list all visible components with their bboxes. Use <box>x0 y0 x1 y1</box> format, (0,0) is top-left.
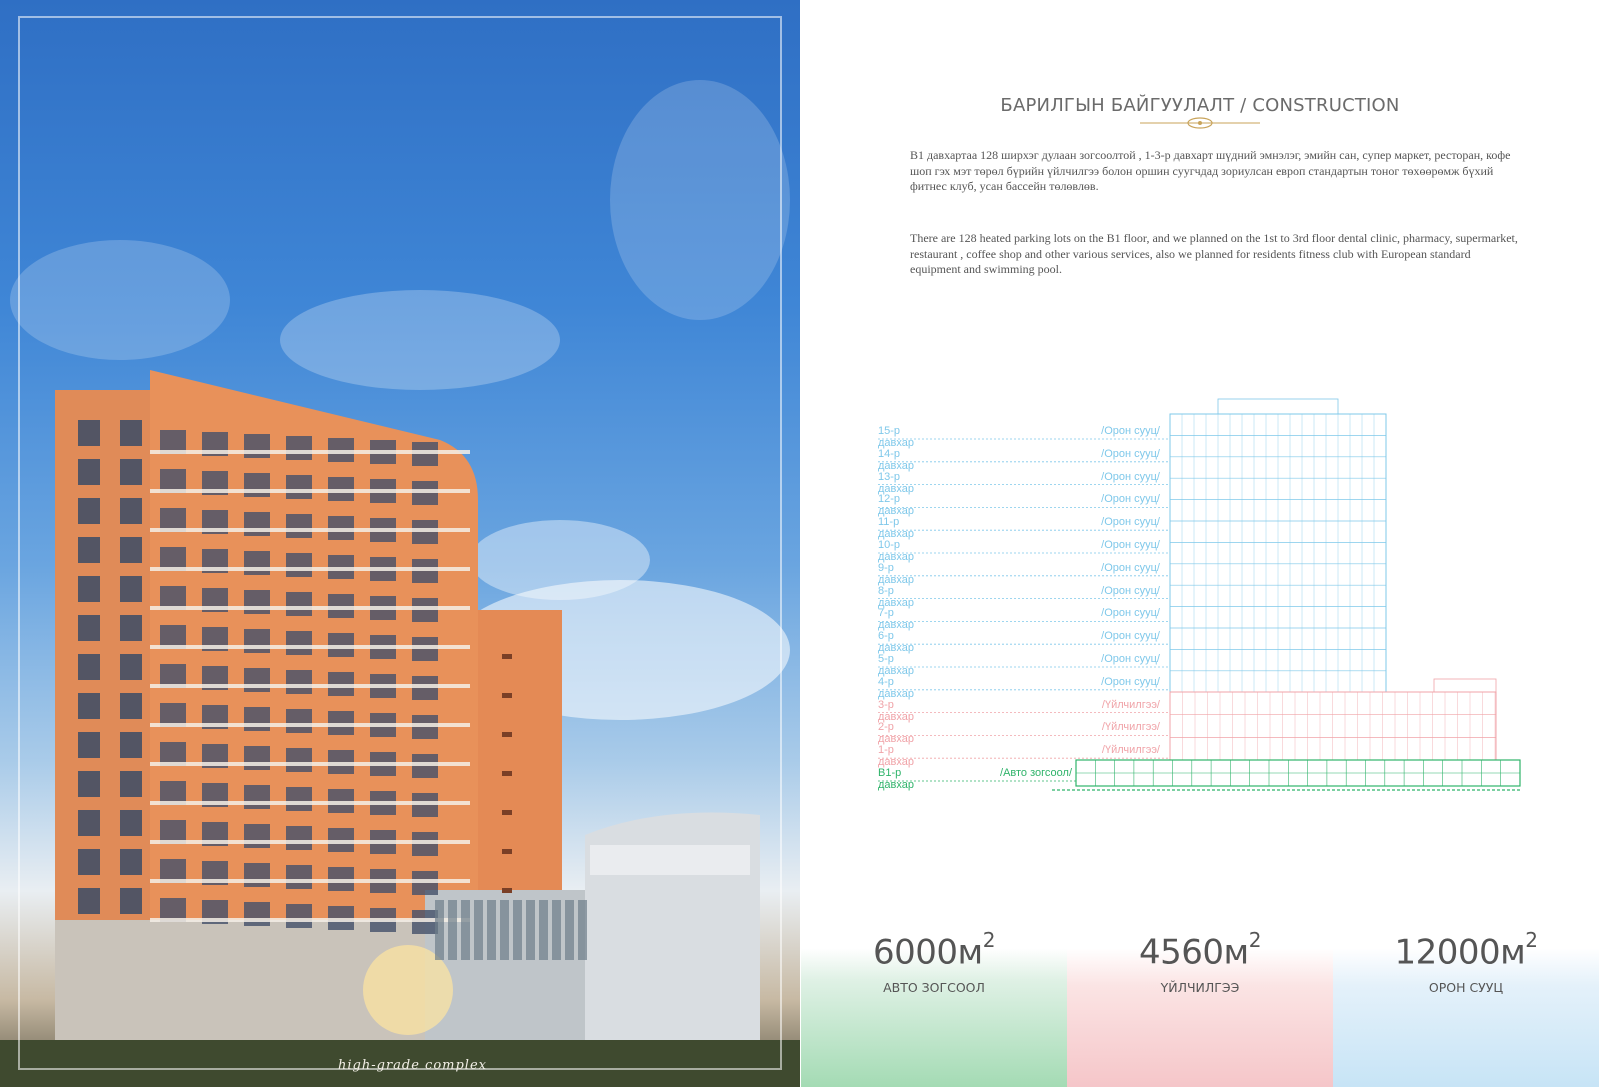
floor-use: /Орон сууц/ <box>1101 607 1160 620</box>
description-mongolian: B1 давхартаа 128 ширхэг дулаан зогсоолтой , 1-3-р давхарт шүдний эмнэлэг, эмийн сан, супер маркет, ресторан, кофе шоп гэх мэт төрөл бүрийн үйлчилгээ болон оршин суугчдад зориулсан европ стандартын тоног төхөөрөмж бүхий фитнес клуб, усан бассейн төлөвлөв. <box>910 148 1511 193</box>
stat-residential <box>1333 820 1599 1087</box>
floor-name: 8-р давхар <box>878 584 914 609</box>
service-block <box>1170 692 1496 760</box>
stat-residential-label: ОРОН СУУЦ <box>1428 980 1504 995</box>
floor-name: 2-р давхар <box>878 721 914 746</box>
floor-name: 7-р давхар <box>878 607 914 632</box>
stat-parking <box>801 820 1067 1087</box>
floor-name: 3-р давхар <box>878 698 914 723</box>
floor-name: 11-р давхар <box>878 516 914 541</box>
floor-use: /Орон сууц/ <box>1101 425 1160 437</box>
stat-service-value: $4560м^2$ <box>1139 928 1261 973</box>
roof-structure <box>1218 399 1338 414</box>
floor-name: 9-р давхар <box>878 561 914 586</box>
floor-name: 5-р давхар <box>878 653 914 677</box>
floor-name: 4-р давхар <box>878 675 914 700</box>
floor-use: /Үйлчилгээ/ <box>1101 721 1160 734</box>
floor-use: /Орон сууц/ <box>1101 539 1160 551</box>
floor-use: /Орон сууц/ <box>1101 447 1160 460</box>
floor-name: B1-р давхар <box>878 767 914 791</box>
floor-use: /Орон сууц/ <box>1101 584 1160 597</box>
floor-use: /Орон сууц/ <box>1101 653 1160 665</box>
floor-use: /Үйлчилгээ/ <box>1101 698 1160 711</box>
service-roof <box>1434 679 1496 692</box>
stat-parking-value: $6000м^2$ <box>873 928 995 973</box>
floor-name: 1-р давхар <box>878 744 914 769</box>
floor-name: 10-р давхар <box>878 539 914 563</box>
description-english: There are 128 heated parking lots on the B1 floor, and we planned on the 1st to 3rd floor dental clinic, pharmacy, supermarket, restaurant , coffee shop and other various services, also we planned for residents fitness club with European standard equipment and swimming pool. <box>910 231 1518 276</box>
floor-use: /Орон сууц/ <box>1101 675 1160 688</box>
floor-name: 13-р давхар <box>878 470 914 495</box>
floor-name: 14-р давхар <box>878 447 914 472</box>
stat-parking-label: АВТО ЗОГСООЛ <box>883 980 985 995</box>
floor-use: /Орон сууц/ <box>1101 516 1160 529</box>
floor-use: /Орон сууц/ <box>1101 561 1160 574</box>
page-title: БАРИЛГЫН БАЙГУУЛАЛТ / CONSTRUCTION <box>1000 95 1400 116</box>
floor-name: 12-р давхар <box>878 493 914 518</box>
floor-use: /Үйлчилгээ/ <box>1101 744 1160 757</box>
floor-name: 15-р давхар <box>878 425 914 449</box>
photo-caption: high-grade complex <box>338 1058 487 1073</box>
stat-residential-value: $12000м^2$ <box>1394 928 1538 973</box>
floor-name: 6-р давхар <box>878 630 914 655</box>
floor-use: /Орон сууц/ <box>1101 470 1160 483</box>
floor-use: /Авто зогсоол/ <box>1000 767 1072 779</box>
floor-use: /Орон сууц/ <box>1101 493 1160 506</box>
floor-use: /Орон сууц/ <box>1101 630 1160 643</box>
stat-service-label: ҮЙЛЧИЛГЭЭ <box>1160 980 1240 995</box>
stat-service <box>1067 820 1333 1087</box>
